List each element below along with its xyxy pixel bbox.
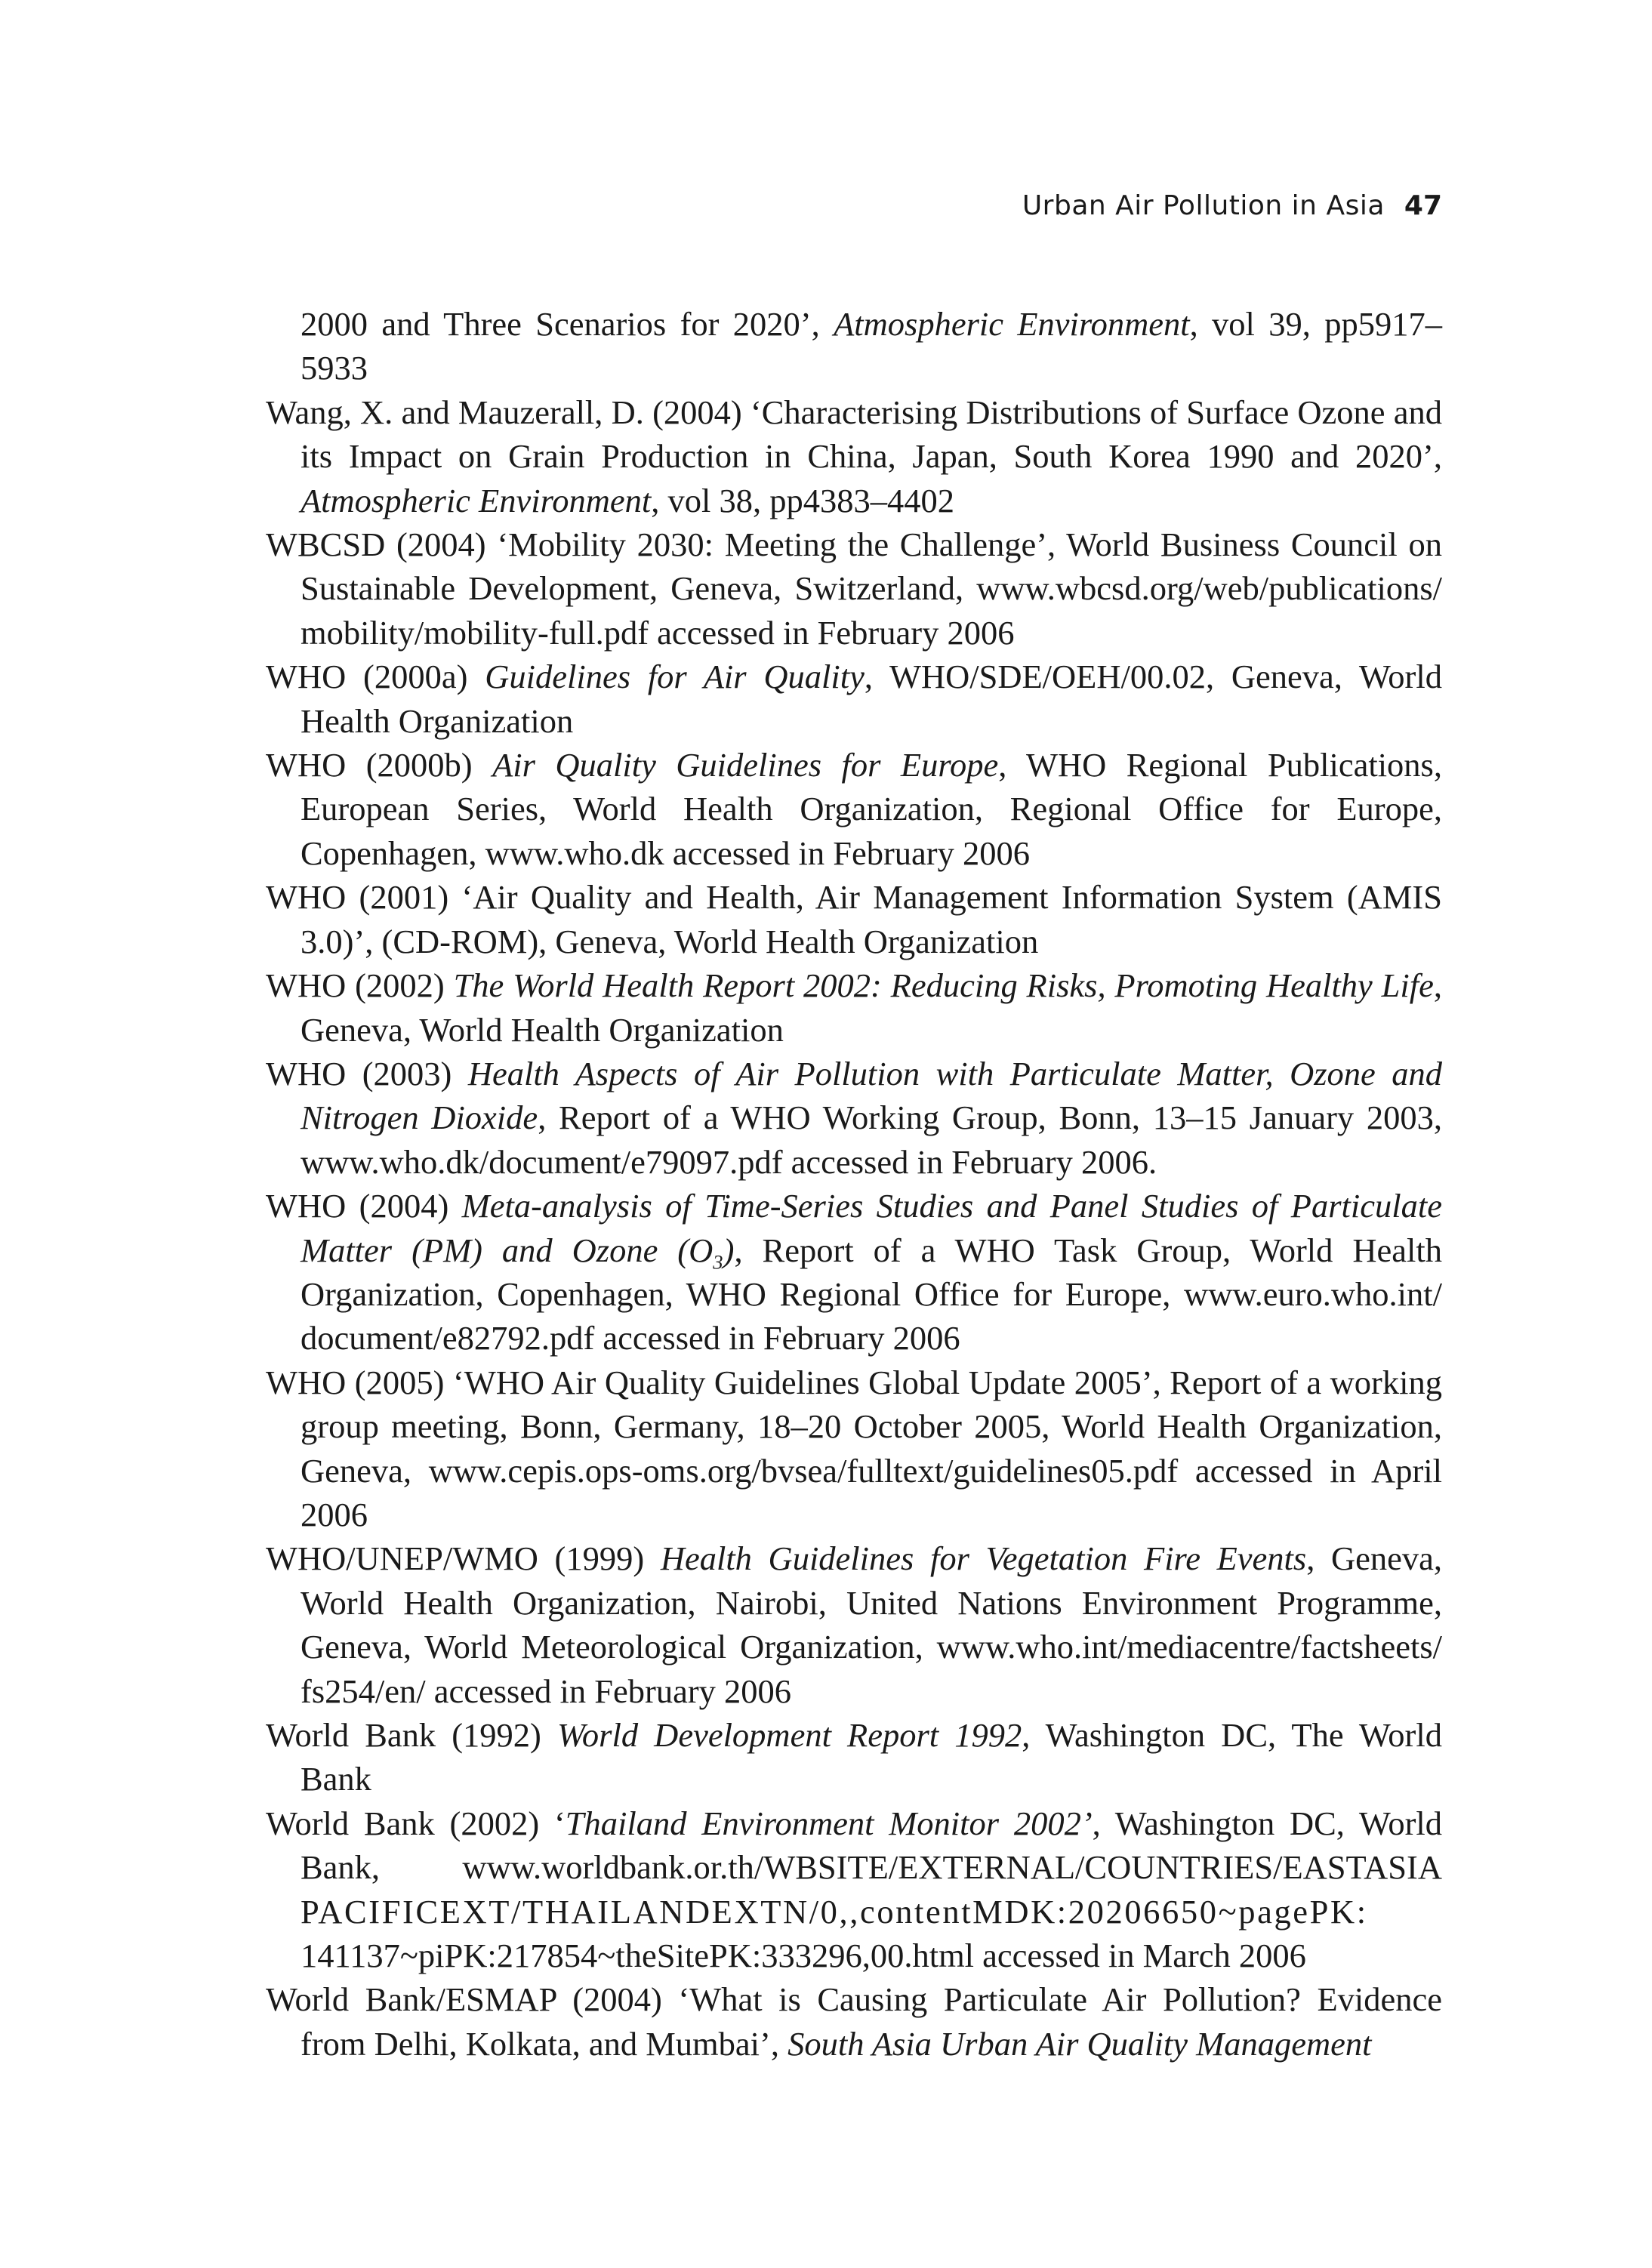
reference-text: , vol 39, pp5917–5933: [301, 305, 1442, 387]
reference-title-italic: Thailand Environment Monitor 2002’: [565, 1804, 1093, 1842]
reference-text: PACIFICEXT/THAILANDEXTN/0,,contentMDK:20206650~pagePK:: [301, 1892, 1368, 1931]
reference-text: World Bank/ESMAP (2004) ‘What is Causing Particulate Air Pollution? Evidence from Delhi, Kolkata, and Mumbai’,: [266, 1980, 1442, 2063]
reference-title-italic: South Asia Urban Air Quality Management: [787, 2024, 1372, 2063]
reference-entry: [266, 1184, 1442, 1360]
reference-title-italic: Air Quality Guidelines for Europe: [492, 746, 999, 784]
reference-title-italic: World Development Report 1992: [556, 1716, 1022, 1754]
reference-text: , Washington DC, World Bank, www.worldbank.or.th/WBSITE/EXTERNAL/COUNTRIES/EASTASIA: [301, 1804, 1442, 1887]
reference-list: [266, 302, 1442, 2066]
reference-entry: [266, 1713, 1442, 1801]
reference-text: WHO (2002): [266, 966, 454, 1005]
reference-title-italic: 3: [713, 1250, 723, 1273]
reference-title-italic: Health Guidelines for Vegetation Fire Events: [660, 1539, 1307, 1578]
reference-text: , Report of a WHO Task Group, World Health Organization, Copenhagen, WHO Regional Office for Europe, www.euro.who.int/ document/e82792.pdf accessed in February 2006: [301, 1231, 1442, 1357]
reference-title-italic: Atmospheric Environment: [834, 305, 1190, 343]
reference-text: World Bank (2002) ‘: [266, 1804, 566, 1842]
reference-text: , Report of a WHO Working Group, Bonn, 13–15 January 2003, www.who.dk/document/e79097.pdf accessed in February 2006.: [301, 1099, 1442, 1181]
reference-text: , Geneva, World Health Organization: [301, 966, 1442, 1049]
reference-text: WHO (2003): [266, 1054, 468, 1092]
reference-title-italic: Meta-analysis of Time-Series Studies and Panel Studies of Particulate Matter (PM) and Ozone (O: [301, 1187, 1442, 1269]
reference-text: WHO (2005) ‘WHO Air Quality Guidelines Global Update 2005’, Report of a working group meeting, Bonn, Germany, 18–20 October 2005, World Health Organization, Geneva, www.cepis.ops-oms.org/bvsea/fulltext/guidelines05.pdf accessed in April 2006: [266, 1363, 1442, 1533]
reference-text: 141137~piPK:217854~theSitePK:333296,00.html accessed in March 2006: [301, 1937, 1306, 1975]
reference-text: , vol 38, pp4383–4402: [651, 481, 955, 519]
reference-entry: [266, 963, 1442, 1052]
reference-text: WHO (2004): [266, 1187, 462, 1225]
reference-title-italic: Guidelines for Air Quality: [485, 658, 865, 696]
reference-text: WHO (2000a): [266, 658, 485, 696]
reference-entry: [266, 390, 1442, 522]
reference-text: , WHO/SDE/OEH/00.02, Geneva, World Health Organization: [301, 658, 1442, 740]
reference-text: WBCSD (2004) ‘Mobility 2030: Meeting the Challenge’, World Business Council on Sustainable Development, Geneva, Switzerland, www.wbcsd.org/web/publications/ mobility/mobility-full.pdf accessed in February 2006: [266, 525, 1442, 652]
reference-text: WHO/UNEP/WMO (1999): [266, 1539, 661, 1578]
reference-entry: [266, 875, 1442, 963]
page-number: 47: [1404, 190, 1442, 221]
reference-title-italic: ): [723, 1231, 735, 1269]
running-head: [266, 187, 1442, 225]
reference-text: 2000 and Three Scenarios for 2020’,: [301, 305, 834, 343]
reference-text: WHO (2000b): [266, 746, 493, 784]
reference-text: , Geneva, World Health Organization, Nairobi, United Nations Environment Programme, Geneva, World Meteorological Organization, www.who.int/mediacentre/factsheets/ fs254/en/ accessed in February 2006: [301, 1539, 1443, 1710]
reference-entry: [266, 1977, 1442, 2066]
reference-entry: [266, 522, 1442, 655]
reference-title-italic: The World Health Report 2002: Reducing Risks, Promoting Healthy Life: [453, 966, 1434, 1005]
reference-text: , Washington DC, The World Bank: [301, 1716, 1442, 1798]
reference-title-italic: Health Aspects of Air Pollution with Particulate Matter, Ozone and Nitrogen Dioxide: [301, 1054, 1442, 1137]
reference-entry: [266, 743, 1442, 875]
reference-text: Wang, X. and Mauzerall, D. (2004) ‘Characterising Distributions of Surface Ozone and its Impact on Grain Production in China, Japan, South Korea 1990 and 2020’,: [266, 393, 1442, 476]
reference-text: WHO (2001) ‘Air Quality and Health, Air Management Information System (AMIS 3.0)’, (CD-ROM), Geneva, World Health Organization: [266, 878, 1442, 960]
reference-text: World Bank (1992): [266, 1716, 557, 1754]
running-head-title: Urban Air Pollution in Asia: [1022, 190, 1385, 221]
reference-entry: [266, 1536, 1442, 1713]
reference-entry-continued: [266, 302, 1442, 390]
reference-entry: [266, 655, 1442, 743]
reference-entry: [266, 1052, 1442, 1184]
reference-entry: [266, 1801, 1442, 1978]
reference-title-italic: Atmospheric Environment: [301, 481, 652, 519]
reference-text: , WHO Regional Publications, European Series, World Health Organization, Regional Office for Europe, Copenhagen, www.who.dk accessed in February 2006: [301, 746, 1443, 872]
reference-entry: [266, 1360, 1442, 1537]
